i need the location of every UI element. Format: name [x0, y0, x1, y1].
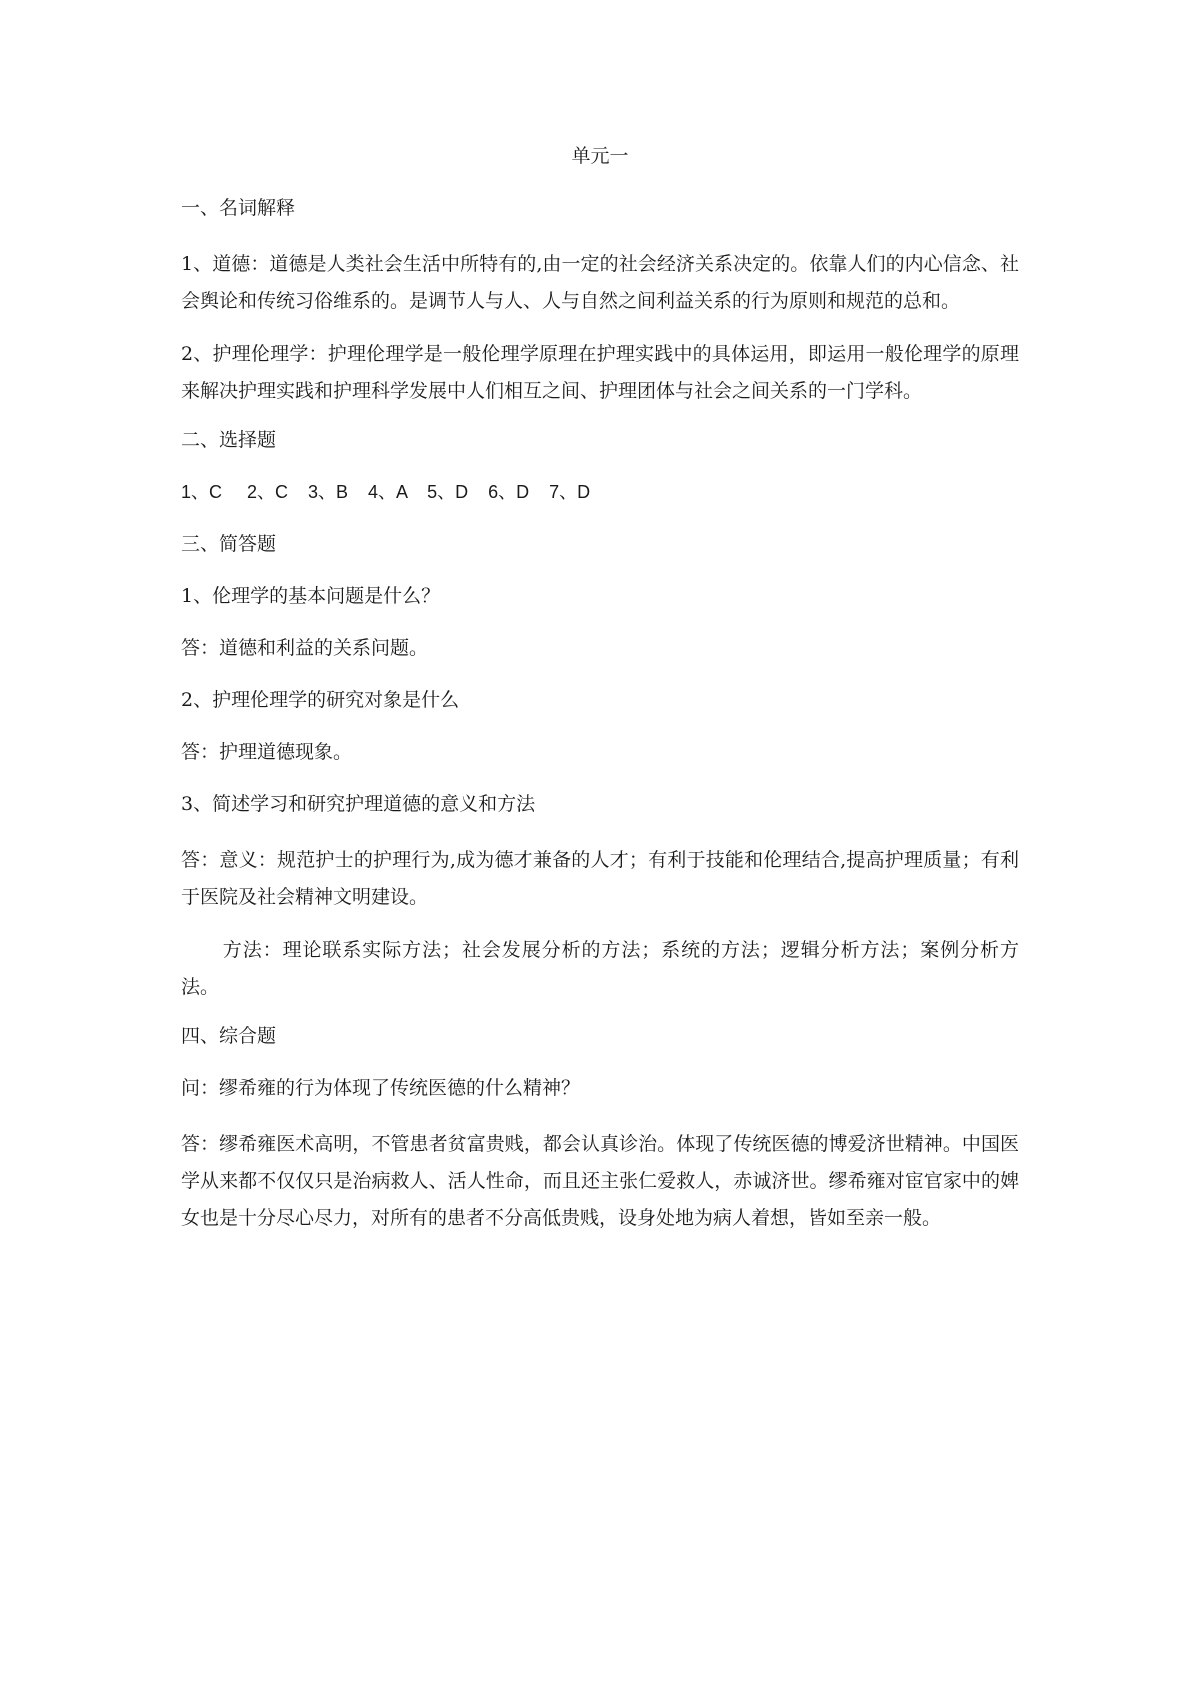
term-definition-morality: 1、道德：道德是人类社会生活中所特有的,由一定的社会经济关系决定的。依靠人们的内心信念、社会舆论和传统习俗维系的。是调节人与人、人与自然之间利益关系的行为原则和规范的总和。 — [181, 253, 1019, 312]
comprehensive-question: 问：缪希雍的行为体现了传统医德的什么精神？ — [181, 1077, 581, 1099]
comprehensive-answer: 答：缪希雍医术高明，不管患者贫富贵贱，都会认真诊治。体现了传统医德的博爱济世精神。中国医学从来都不仅仅只是治病救人、活人性命，而且还主张仁爱救人，赤诚济世。缪希雍对宦官家中的婢女也是十分尽心尽力，对所有的患者不分高低贵贱，设身处地为病人着想，皆如至亲一般。 — [181, 1133, 1019, 1229]
answer-3-method: 方法：理论联系实际方法；社会发展分析的方法；系统的方法；逻辑分析方法；案例分析方法。 — [181, 939, 1019, 998]
section-heading-terms: 一、名词解释 — [181, 197, 296, 219]
section-heading-comprehensive: 四、综合题 — [181, 1025, 277, 1047]
answer-2: 答：护理道德现象。 — [181, 741, 353, 763]
multiple-choice-answers: 1、C 2、C 3、B 4、A 5、D 6、D 7、D — [181, 482, 591, 502]
section-heading-short-answer: 三、简答题 — [181, 533, 277, 555]
document-page — [181, 142, 1019, 1253]
answer-3-meaning: 答：意义：规范护士的护理行为,成为德才兼备的人才；有利于技能和伦理结合,提高护理质量；有利于医院及社会精神文明建设。 — [181, 849, 1019, 908]
section-heading-multiple-choice: 二、选择题 — [181, 429, 277, 451]
answer-1: 答：道德和利益的关系问题。 — [181, 637, 429, 659]
question-2: 2、护理伦理学的研究对象是什么 — [181, 689, 460, 711]
term-definition-nursing-ethics: 2、护理伦理学：护理伦理学是一般伦理学原理在护理实践中的具体运用，即运用一般伦理学的原理来解决护理实践和护理科学发展中人们相互之间、护理团体与社会之间关系的一门学科。 — [181, 343, 1019, 402]
question-3: 3、简述学习和研究护理道德的意义和方法 — [181, 793, 536, 815]
page-title: 单元一 — [571, 145, 629, 167]
question-1: 1、伦理学的基本问题是什么？ — [181, 585, 441, 607]
